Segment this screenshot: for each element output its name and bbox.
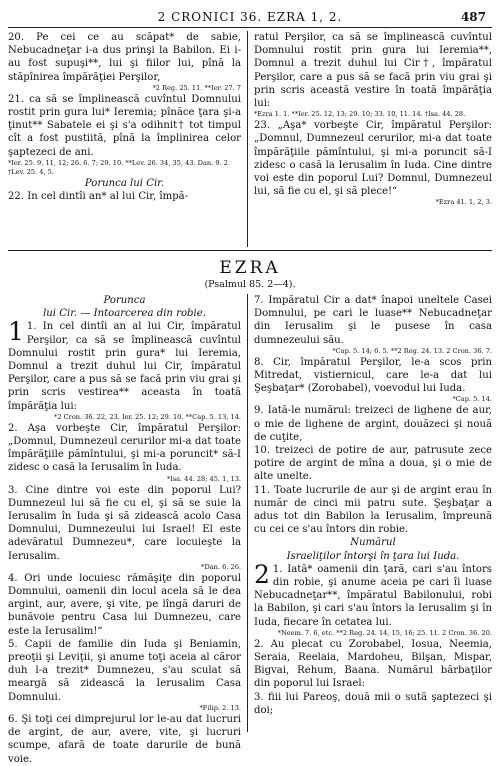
verse-21: 21. ca să se împlinească cuvîntul Domnului rostit prin gura lui* Ieremia; pînăce ţara şi-a ţinut** Sabatele ei şi s'a odihnit† tot timpul cît a fost pustiită, pînă la împlinirea celor şaptezeci de ani. bbox=[8, 93, 241, 158]
cross-reference: *Dan. 6. 26. bbox=[201, 562, 241, 571]
cross-reference: *Ezra 41. 1, 2, 3. bbox=[435, 198, 492, 207]
cross-reference: *2 Reg. 25. 11. **Ier. 27. 7 bbox=[152, 83, 241, 92]
section-rule bbox=[8, 250, 492, 251]
page-number: 487 bbox=[460, 10, 486, 24]
cross-reference: *2 Cron. 36. 22, 23. Ier. 25. 12; 29. 10. **Cap. 5. 13, 14. bbox=[54, 412, 241, 421]
bottom-right-column bbox=[254, 294, 492, 717]
verse-23: 23. „Aşa* vorbeşte Cir, împăratul Perşilor: „Domnul, Dumnezeul cerurilor, mi-a dat toate împărăţiile pămîntului, şi mi-a poruncit să-I zidesc o casă la Ierusalim în Iuda. Cine dintre voi este din poporul Lui? Domnul, Dumnezeul lui, să fie cu el, şi să plece!“ bbox=[254, 120, 492, 198]
section-heading: lui Cir. — Intoarcerea din robie. bbox=[43, 308, 206, 320]
header-rule bbox=[8, 27, 492, 28]
column-divider bbox=[247, 294, 248, 732]
top-right-column bbox=[254, 31, 492, 207]
verse-3: 3. Cine dintre voi este din poporul Lui? Dumnezeul lui să fie cu el, şi să se suie la Ierusalim în Iuda şi să zidească acolo Casa Domnului, Dumnezeului lui Israel! El este adevăratul Dumnezeu*, care locuieşte la Ierusalim. bbox=[8, 484, 241, 562]
page-header bbox=[0, 10, 500, 26]
verse-10: 10. treizeci de potire de aur, patrusute zece potire de argint de mîna a doua, şi o mie de alte unelte. bbox=[254, 445, 492, 483]
verse-7: 7. Impăratul Cir a dat* înapoi uneltele Casei Domnului, pe cari le luase** Nebucadneţar din Ierusalim şi le pusese în casa dumnezeului său. bbox=[254, 295, 492, 346]
bottom-left-column bbox=[8, 294, 241, 766]
verse-3: 3. fiii lui Pareoş, două mii o sută şaptezeci şi doi; bbox=[254, 691, 492, 716]
cross-reference: *Cap. 5. 14. bbox=[452, 395, 492, 404]
section-heading: Israeliţilor întorşi în ţara lui Iuda. bbox=[286, 550, 460, 562]
verse-20: 20. Pe cei ce au scăpat* de sabie, Nebucadneţar i-a dus prinşi la Babilon. Ei i-au fost supuşi**, lui şi fiilor lui, pînă la stăpînirea împărăţiei Perşilor, bbox=[8, 32, 241, 83]
chapter-1-verse-1: 1 1. In cel dintîi an al lui Cir, împăratul Perşilor, ca să se împlinească cuvîntul Domnului rostit prin gura* lui Ieremia, Domnul a trezit duhul lui Cir, împăratul Perşilor, care a pus să se facă prin viu grai şi prin scris vestirea** aceasta în toată împărăţia lui: bbox=[8, 317, 241, 412]
verse-22: 22. In cel dintîi an* al lui Cir, împă- bbox=[8, 191, 189, 203]
section-heading: Porunca lui Cir. bbox=[84, 177, 165, 189]
running-title: 2 CRONICI 36. EZRA 1, 2. bbox=[157, 10, 343, 24]
cross-reference: *Cap. 5. 14; 6. 5. **2 Reg. 24. 13. 2 Cron. 36. 7. bbox=[332, 346, 492, 355]
chapter-2-verse-1: 2 1. Iată* oamenii din ţară, cari s'au întors din robie, şi anume aceia pe cari îi luase Nebucadneţar**, împăratul Babilonului, robi la Babilon, şi cari s'au întors la Ierusalim şi în Iuda, fiecare în cetatea lui. bbox=[254, 559, 492, 628]
column-divider bbox=[247, 31, 248, 247]
verse-8: 8. Cir, împăratul Perşilor, le-a scos prin Mitredat, vistiernicul, care le-a dat lui Şeşbaţar* (Zorobabel), voevodul lui Iuda. bbox=[254, 356, 492, 395]
verse-2: 2. Aşa vorbeşte Cir, împăratul Perşilor: „Domnul, Dumnezeul cerurilor mi-a dat toate împărăţiile pămîntului, şi mi-a poruncit* să-I zidesc o casă la Ierusalim în Iuda. bbox=[8, 422, 241, 474]
cross-reference: *Neem. 7. 6, etc. **2 Reg. 24. 14, 15, 16; 25. 11. 2 Cron. 36. 20. bbox=[277, 628, 492, 637]
chapter-number: 2 bbox=[254, 559, 270, 589]
verse-5: 5. Capii de familie din Iuda şi Beniamin, preoţii şi Leviţii, şi anume toţi aceia al căror duh l-a trezit* Dumnezeu, s'au sculat să meargă să zidească la Ierusalim Casa Domnului. bbox=[8, 638, 241, 703]
book-title: EZRA bbox=[219, 258, 281, 278]
cross-reference: *Isa. 44. 28; 45. 1, 13. bbox=[166, 474, 241, 483]
cross-reference: *Filip. 2. 13. bbox=[199, 703, 241, 712]
verse-6: 6. Şi toţi cei dimprejurul lor le-au dat lucruri de argint, de aur, avere, vite, şi lucruri scumpe, afară de toate darurile de bună voie. bbox=[8, 713, 241, 765]
top-left-column bbox=[8, 31, 241, 203]
verse-11: 11. Toate lucrurile de aur şi de argint erau în număr de cinci mii patru sute. Şeşbaţar a adus tot din Babilon la Ierusalim, împreună cu cei ce s'au întors din robie. bbox=[254, 484, 492, 536]
verse-2: 2. Au plecat cu Zorobabel, Iosua, Neemia, Seraia, Reelaia, Mardoheu, Bilşan, Mispar, Bigvai, Rehum, Baana. Numărul bărbaţilor din poporul lui Israel: bbox=[254, 638, 492, 690]
cross-reference: *Ezra 1. 1. **Ier. 25. 12, 13; 29. 10; 33. 10, 11. 14. †Isa. 44. 28. bbox=[254, 110, 466, 119]
psalm-reference: (Psalmul 85. 2—4). bbox=[204, 279, 296, 290]
section-heading: Numărul bbox=[350, 537, 396, 549]
verse-9: 9. Iată-le numărul: treizeci de lighene de aur, o mie de lighene de argint, douăzeci şi nouă de cuţite, bbox=[254, 405, 492, 443]
chapter-number: 1 bbox=[8, 317, 24, 347]
verse-22-cont: ratul Perşilor, ca să se împlinească cuvîntul Domnului rostit prin gura lui Ieremia**, Domnul a trezit duhul lui Cir†, împăratul Perşilor, care a pus să se facă prin viu grai şi prin scris această vestire în toată împărăţia lui: bbox=[254, 32, 492, 110]
cross-reference: *Ier. 25. 9, 11, 12; 26. 6. 7; 29. 10. **Lev. 26. 34, 35, 43. Dan. 9. 2. †Lev. 25. 4, 5. bbox=[8, 158, 230, 176]
section-heading: Porunca bbox=[103, 295, 146, 306]
verse-4: 4. Ori unde locuiesc rămăşiţe din poporul Domnului, oamenii din locul acela să le dea argint, aur, avere, şi vite, pe lîngă daruri de bunăvoie pentru Casa lui Dumnezeu, care este la Ierusalim!“ bbox=[8, 572, 241, 637]
